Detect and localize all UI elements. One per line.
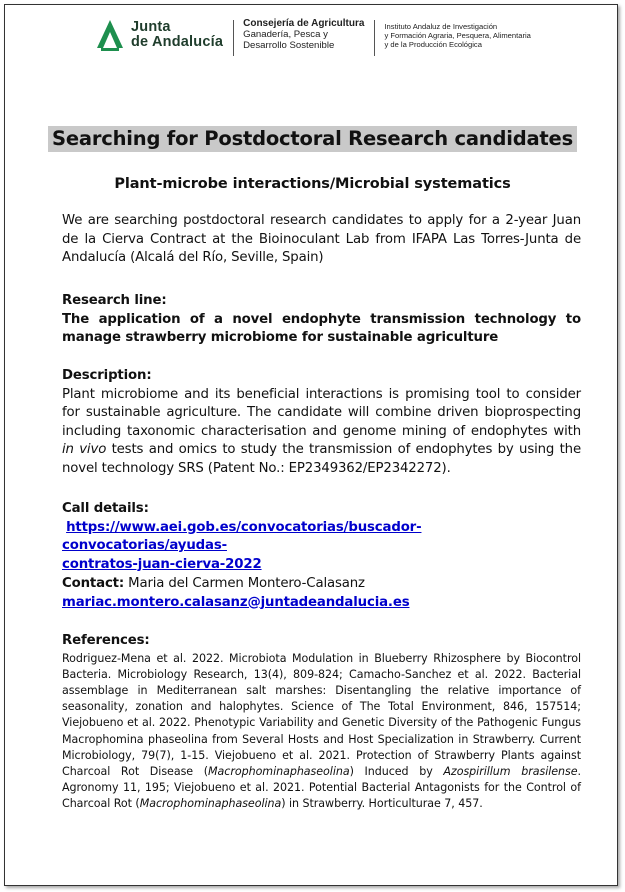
institute-line-2: y Formación Agraria, Pesquera, Alimentaria: [384, 31, 531, 40]
consejeria-name: [243, 18, 364, 51]
call-details-section: [62, 500, 581, 574]
consejeria-line-3: Desarrollo Sostenible: [243, 40, 335, 51]
page-title: Searching for Postdoctoral Research candidates: [48, 126, 577, 152]
intro-paragraph: We are searching postdoctoral research candidates to apply for a 2-year Juan de la Cierva Contract at the Bioinoculant Lab from IFAPA Las Torres-Junta de Andalucía (Alcalá del Río, Seville, Spain): [62, 213, 581, 265]
description-text-part-2: tests and omics to study the transmission of endophytes by using the novel technology SRS (Patent No.: EP2349362/EP2342272).: [62, 442, 581, 476]
contact-section: [62, 575, 581, 612]
research-line-text: The application of a novel endophyte transmission technology to manage strawberry microbiome for sustainable agriculture: [62, 311, 581, 345]
contact-email-link[interactable]: mariac.montero.calasanz@juntadeandalucia.es: [62, 594, 410, 610]
header: [95, 18, 531, 62]
references-part-4: ) in Strawberry. Horticulturae 7, 457.: [281, 797, 483, 811]
subtitle: Plant-microbe interactions/Microbial systematics: [114, 176, 511, 192]
junta-andalucia-emblem-icon: [95, 18, 125, 52]
references-part-2: ) Induced by: [349, 764, 444, 778]
references-section: [62, 632, 581, 813]
consejeria-line-1: Consejería de Agricultura: [243, 18, 365, 29]
header-divider-2: [374, 20, 375, 56]
references-heading: References:: [62, 633, 150, 648]
contact-heading: Contact:: [62, 576, 125, 591]
institute-name: [384, 22, 530, 49]
call-details-link[interactable]: [62, 520, 421, 572]
call-link-line-1: https://www.aei.gob.es/convocatorias/buscador-convocatorias/ayudas-: [62, 519, 422, 553]
call-details-heading: Call details:: [62, 501, 149, 516]
description-heading: Description:: [62, 368, 152, 383]
research-line-heading: Research line:: [62, 293, 167, 308]
logo-line-2: de Andalucía: [131, 34, 224, 50]
description-text: [62, 386, 581, 479]
contact-name: Maria del Carmen Montero-Calasanz: [128, 576, 365, 591]
references-italic-2: Azospirillum brasilense: [443, 764, 578, 778]
institute-line-3: y de la Producción Ecológica: [384, 40, 482, 49]
consejeria-line-2: Ganadería, Pesca y: [243, 29, 328, 40]
references-part-3: . Agronomy 11, 195; Viejobueno et al. 2021. Potential Bacterial Antagonists for the Control of Charcoal Rot (: [62, 764, 581, 811]
references-italic-3: Macrophominaphaseolina: [139, 797, 282, 811]
description-section: [62, 367, 581, 478]
research-line-section: [62, 292, 581, 348]
description-italic: in vivo: [62, 442, 107, 457]
description-text-part-1: Plant microbiome and its beneficial interactions is promising tool to consider for sustainable agriculture. The candidate will combine driven bioprospecting including taxonomic characterisation and genome mining of endophytes with: [62, 386, 581, 439]
junta-logo: [95, 18, 223, 52]
logo-line-1: Junta: [131, 19, 171, 35]
references-italic-1: Macrophominaphaseolina: [208, 764, 350, 778]
call-link-line-2: contratos-juan-cierva-2022: [62, 556, 262, 572]
institute-line-1: Instituto Andaluz de Investigación: [384, 22, 498, 31]
references-text: [62, 651, 581, 813]
header-divider-1: [233, 20, 234, 56]
references-part-1: Rodriguez-Mena et al. 2022. Microbiota Modulation in Blueberry Rhizosphere by Biocontrol Bacteria. Microbiology Research, 13(4), 809-824; Camacho-Sanchez et al. 2022. Bacterial assemblage in Mediterranean salt marshes: Disentangling the relative importance of seasonality, zonation and halophytes. Science of The Total Environment, 846, 157514; Viejobueno et al. 2022. Phenotypic Variability and Genetic Diversity of the Pathogenic Fungus Macrophomina phaseolina from Several Hosts and Host Specialization in Strawberry. Current Microbiology, 79(7), 1-15. Viejobueno et al. 2021. Protection of Strawberry Plants against Charcoal Rot Disease (: [62, 651, 581, 778]
